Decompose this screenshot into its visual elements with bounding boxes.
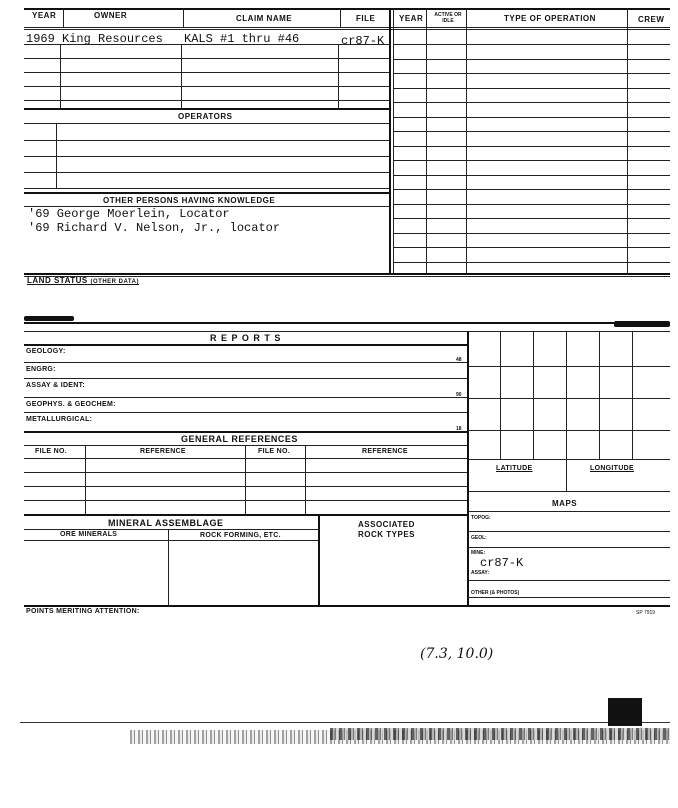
rock-types-header: ROCK TYPES (358, 530, 416, 539)
right-grid-row-line (394, 59, 670, 60)
claim-name-entry: KALS #1 thru #46 (184, 32, 300, 46)
report-metallurgical: METALLURGICAL: (26, 416, 93, 423)
map-topog: TOPOG: (471, 515, 491, 521)
right-grid-row-line (394, 160, 670, 161)
right-grid-row-line (394, 204, 670, 205)
map-assay: ASSAY: (471, 570, 490, 576)
top-border (24, 8, 670, 10)
operators-title: OPERATORS (178, 112, 233, 121)
report-geology: GEOLOGY: (26, 348, 66, 355)
report-assay: ASSAY & IDENT: (26, 382, 86, 389)
rock-forming-header: ROCK FORMING, ETC. (200, 532, 281, 539)
reports-title: R E P O R T S (210, 333, 282, 343)
header-underline-2 (24, 29, 670, 30)
general-references-title: GENERAL REFERENCES (181, 434, 298, 444)
col-owner: OWNER (94, 11, 128, 20)
ore-minerals-header: ORE MINERALS (60, 531, 118, 538)
punch-mark-left (24, 316, 74, 321)
file-entry: cr87-K (341, 34, 385, 48)
map-mine-value: cr87-K (480, 556, 524, 570)
right-grid-row-line (394, 233, 670, 234)
right-grid-row-line (394, 117, 670, 118)
col-type-of-operation: TYPE OF OPERATION (504, 14, 596, 23)
form-code: SP 7919 (636, 610, 656, 616)
right-grid-row-line (394, 88, 670, 89)
right-grid-row-line (394, 131, 670, 132)
col-year-2: YEAR (399, 14, 424, 23)
maps-title: MAPS (552, 499, 578, 508)
map-other: OTHER (& PHOTOS) (471, 590, 520, 596)
header-underline (24, 27, 670, 28)
scan-black-block (608, 698, 642, 726)
col-active-idle: ACTIVE OR IDLE (434, 12, 462, 24)
right-grid-row-line (394, 146, 670, 147)
col-file: FILE (356, 14, 376, 23)
longitude-label: LONGITUDE (590, 465, 634, 472)
right-grid-row-line (394, 262, 670, 263)
owner-entry: 1969 King Resources (26, 32, 163, 46)
points-meriting-attention: POINTS MERITING ATTENTION: (26, 608, 140, 615)
col-claim-name: CLAIM NAME (236, 14, 293, 23)
handwritten-coordinates: (7.3, 10.0) (420, 646, 494, 662)
right-grid-row-line (394, 102, 670, 103)
land-status-label: LAND STATUS (OTHER DATA) (27, 276, 139, 285)
person-1: '69 George Moerlein, Locator (28, 207, 230, 221)
right-grid-row-line (394, 189, 670, 190)
report-geophys: GEOPHYS. & GEOCHEM: (26, 401, 116, 408)
col-crew: CREW (638, 15, 665, 24)
right-grid-row-line (394, 175, 670, 176)
report-engrg: ENGRG: (26, 366, 56, 373)
latitude-label: LATITUDE (496, 465, 533, 472)
other-persons-title: OTHER PERSONS HAVING KNOWLEDGE (103, 196, 276, 205)
map-geol: GEOL: (471, 535, 487, 541)
right-grid-row-line (394, 218, 670, 219)
mineral-assemblage-title: MINERAL ASSEMBLAGE (108, 518, 224, 528)
person-2: '69 Richard V. Nelson, Jr., locator (28, 221, 281, 235)
associated-header: ASSOCIATED (358, 520, 415, 529)
col-year: YEAR (32, 11, 57, 20)
right-grid-row-line (394, 44, 670, 45)
right-grid-row-line (394, 73, 670, 74)
scan-noise-dark (330, 728, 670, 740)
right-grid-row-line (394, 247, 670, 248)
map-mine: MINE: (471, 550, 486, 556)
